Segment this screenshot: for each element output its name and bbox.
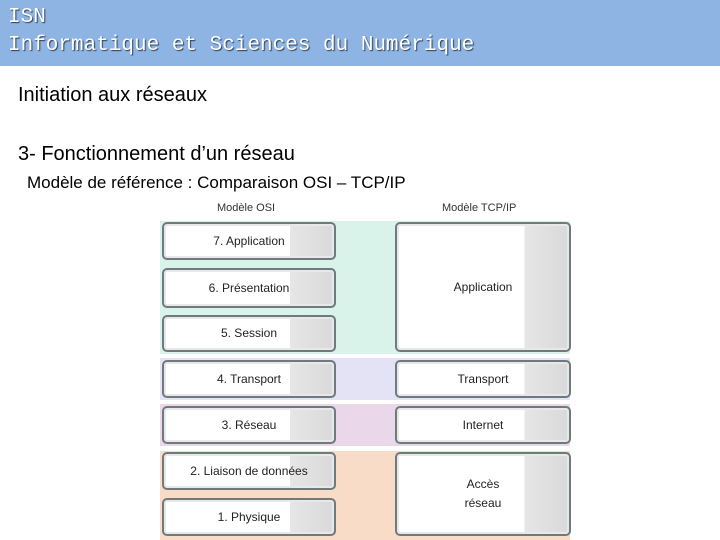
- osi-layer-presentation: 6. Présentation: [162, 268, 336, 308]
- tcpip-layer-application: Application: [395, 222, 571, 352]
- header-subtitle: Informatique et Sciences du Numérique: [8, 34, 475, 57]
- osi-layer-network: 3. Réseau: [162, 406, 336, 444]
- osi-layer-physical: 1. Physique: [162, 498, 336, 536]
- tcpip-layer-internet: Internet: [395, 406, 571, 444]
- tcpip-layer-network-access: Accès réseau: [395, 452, 571, 536]
- section-title: Initiation aux réseaux: [18, 84, 208, 106]
- tcpip-model-title: Modèle TCP/IP: [442, 202, 517, 214]
- diagram-caption: Modèle de référence : Comparaison OSI – TCP/IP: [27, 173, 406, 192]
- osi-layer-application: 7. Application: [162, 222, 336, 260]
- osi-layer-transport: 4. Transport: [162, 360, 336, 398]
- header-title: ISN: [8, 6, 46, 29]
- slide-header: [0, 0, 720, 66]
- osi-layer-session: 5. Session: [162, 315, 336, 352]
- tcpip-layer-transport: Transport: [395, 360, 571, 398]
- osi-model-title: Modèle OSI: [217, 202, 276, 214]
- subsection-title: 3- Fonctionnement d’un réseau: [18, 143, 295, 165]
- osi-layer-data-link: 2. Liaison de données: [162, 452, 336, 490]
